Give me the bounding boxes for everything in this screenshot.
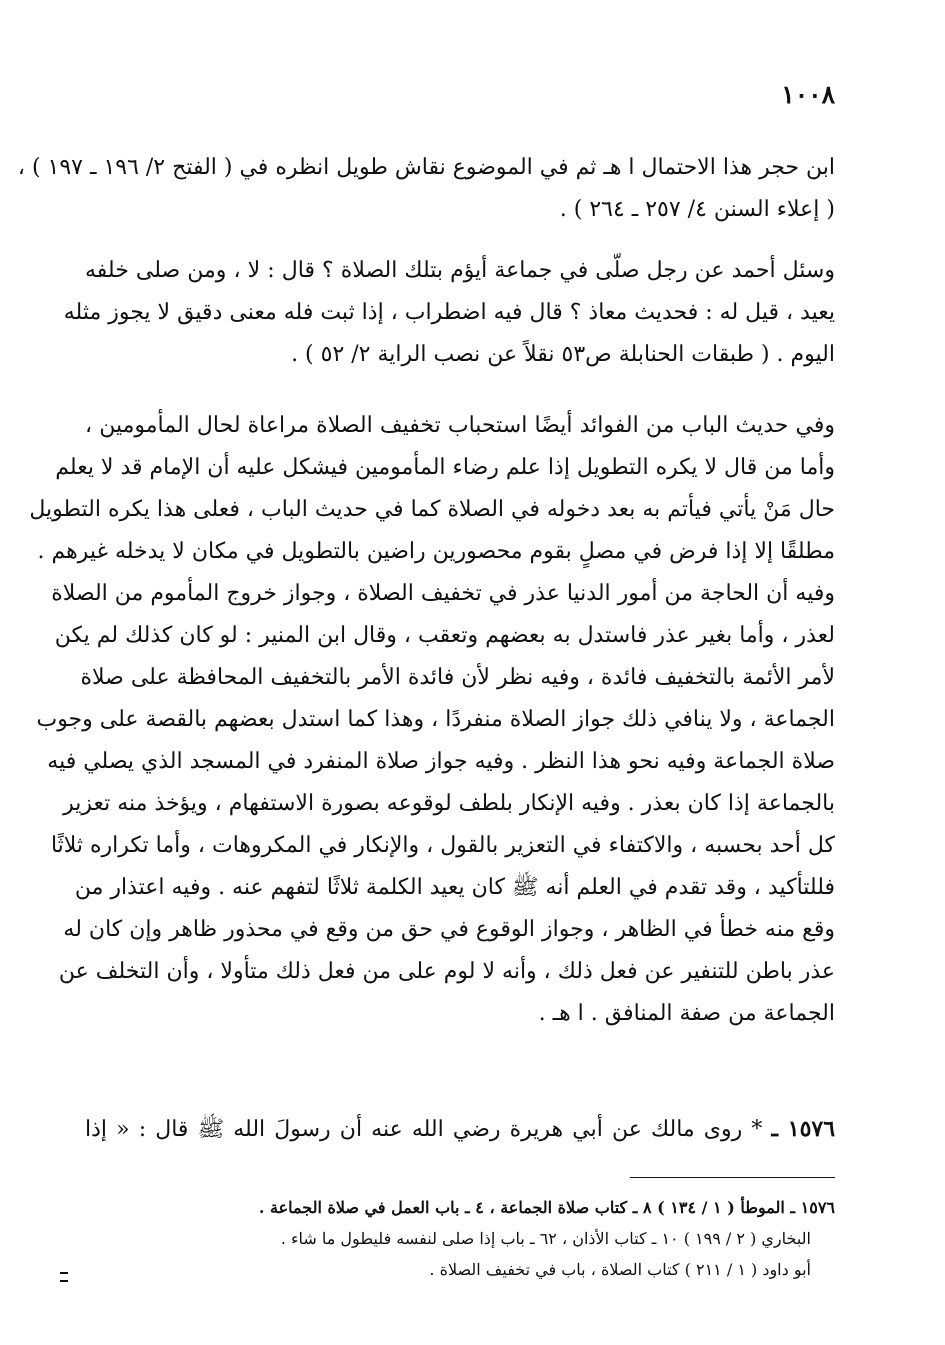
text-line: صلاة الجماعة وفيه نحو هذا النظر . وفيه جواز صلاة المنفرد في المسجد الذي يصلي فيه: [47, 749, 835, 774]
text-line: وفي حديث الباب من الفوائد أيضًا استحباب تخفيف الصلاة مراعاة لحال المأمومين ،: [85, 413, 835, 438]
paragraph-3: [29, 405, 835, 1035]
text-line: الجماعة ، ولا ينافي ذلك جواز الصلاة منفردًا ، وهذا كما استدل بعضهم بالقصة على وجوب: [36, 707, 835, 732]
footnote-line: ١٥٧٦ ـ الموطأ ( ١ / ١٣٤ ) ٨ ـ كتاب صلاة الجماعة ، ٤ ـ باب العمل في صلاة الجماعة .: [258, 1198, 835, 1217]
text-line: يعيد ، قيل له : فحديث معاذ ؟ قال فيه اضطراب ، إذا ثبت فله معنى دقيق لا يجوز مثله: [63, 300, 835, 325]
text-line: وفيه أن الحاجة من أمور الدنيا عذر في تخفيف الصلاة ، وجواز خروج المأموم من الصلاة: [51, 581, 835, 606]
footnote-divider: [630, 1177, 835, 1178]
footnotes: [85, 1192, 835, 1285]
text-line: ( إعلاء السنن ٤/ ٢٥٧ ـ ٢٦٤ ) .: [559, 197, 835, 222]
text-line: لعذر ، وأما بغير عذر فاستدل به بعضهم وتعقب ، وقال ابن المنير : لو كان كذلك لم يكن: [54, 623, 835, 648]
text-line: وأما من قال لا يكره التطويل إذا علم رضاء المأمومين فيشكل عليه أن الإمام قد لا يعلم: [55, 455, 835, 480]
text-line: وقع منه خطأ في الظاهر ، وجواز الوقوع في حق من وقع في محذور ظاهر وإن كان له: [63, 917, 835, 942]
text-line: مطلقًا إلا إذا فرض في مصلٍ بقوم محصورين راضين بالتطويل في مكان لا يدخله غيرهم .: [37, 539, 835, 564]
hadith-number: ١٥٧٦ ـ: [771, 1116, 836, 1142]
text-line: عذر باطن للتنفير عن فعل ذلك ، وأنه لا لوم على من فعل ذلك متأولا ، وأن التخلف عن: [58, 959, 835, 984]
text-line: حال مَنْ يأتي فيأتم به بعد دخوله في الصلاة كما في حديث الباب ، فعلى هذا يكره التطويل: [29, 497, 835, 522]
footnote-line: البخاري ( ٢ / ١٩٩ ) ١٠ ـ كتاب الأذان ، ٦٢ ـ باب إذا صلى لنفسه فليطول ما شاء .: [280, 1229, 811, 1248]
paragraph-1: [17, 147, 835, 231]
footnote-line: أبو داود ( ١ / ٢١١ ) كتاب الصلاة ، باب في تخفيف الصلاة .: [429, 1260, 811, 1279]
text-line: اليوم . ( طبقات الحنابلة ص٥٣ نقلاً عن نصب الراية ٢/ ٥٢ ) .: [291, 342, 835, 367]
text-line: فللتأكيد ، وقد تقدم في العلم أنه ﷺ كان يعيد الكلمة ثلاثًا لتفهم عنه . وفيه اعتذار من: [74, 875, 835, 900]
text-line: بالجماعة إذا كان بعذر . وفيه الإنكار بلطف لوقوعه بصورة الاستفهام ، ويؤخذ منه تعزير: [63, 791, 835, 816]
margin-mark: [60, 1272, 68, 1282]
page-number: ١٠٠٨: [781, 80, 835, 109]
hadith-text: * روى مالك عن أبي هريرة رضي الله عنه أن رسولَ الله ﷺ قال : « إذا: [85, 1117, 763, 1142]
paragraph-2: [63, 250, 835, 376]
text-line: الجماعة من صفة المنافق . ا هـ .: [538, 1001, 835, 1026]
text-line: كل أحد بحسبه ، والاكتفاء في التعزير بالقول ، والإنكار في المكروهات ، وأما تكراره ثلاثًا: [50, 833, 835, 858]
text-line: وسئل أحمد عن رجل صلّى في جماعة أيؤم بتلك الصلاة ؟ قال : لا ، ومن صلى خلفه: [85, 258, 835, 283]
text-line: لأمر الأئمة بالتخفيف فائدة ، وفيه نظر لأن فائدة الأمر بالتخفيف المحافظة على صلاة: [80, 665, 835, 690]
hadith-line: [85, 1108, 835, 1150]
hadith-1576: [85, 1108, 835, 1150]
text-line: ابن حجر هذا الاحتمال ا هـ ثم في الموضوع نقاش طويل انظره في ( الفتح ٢/ ١٩٦ ـ ١٩٧ ) ،: [17, 155, 835, 180]
